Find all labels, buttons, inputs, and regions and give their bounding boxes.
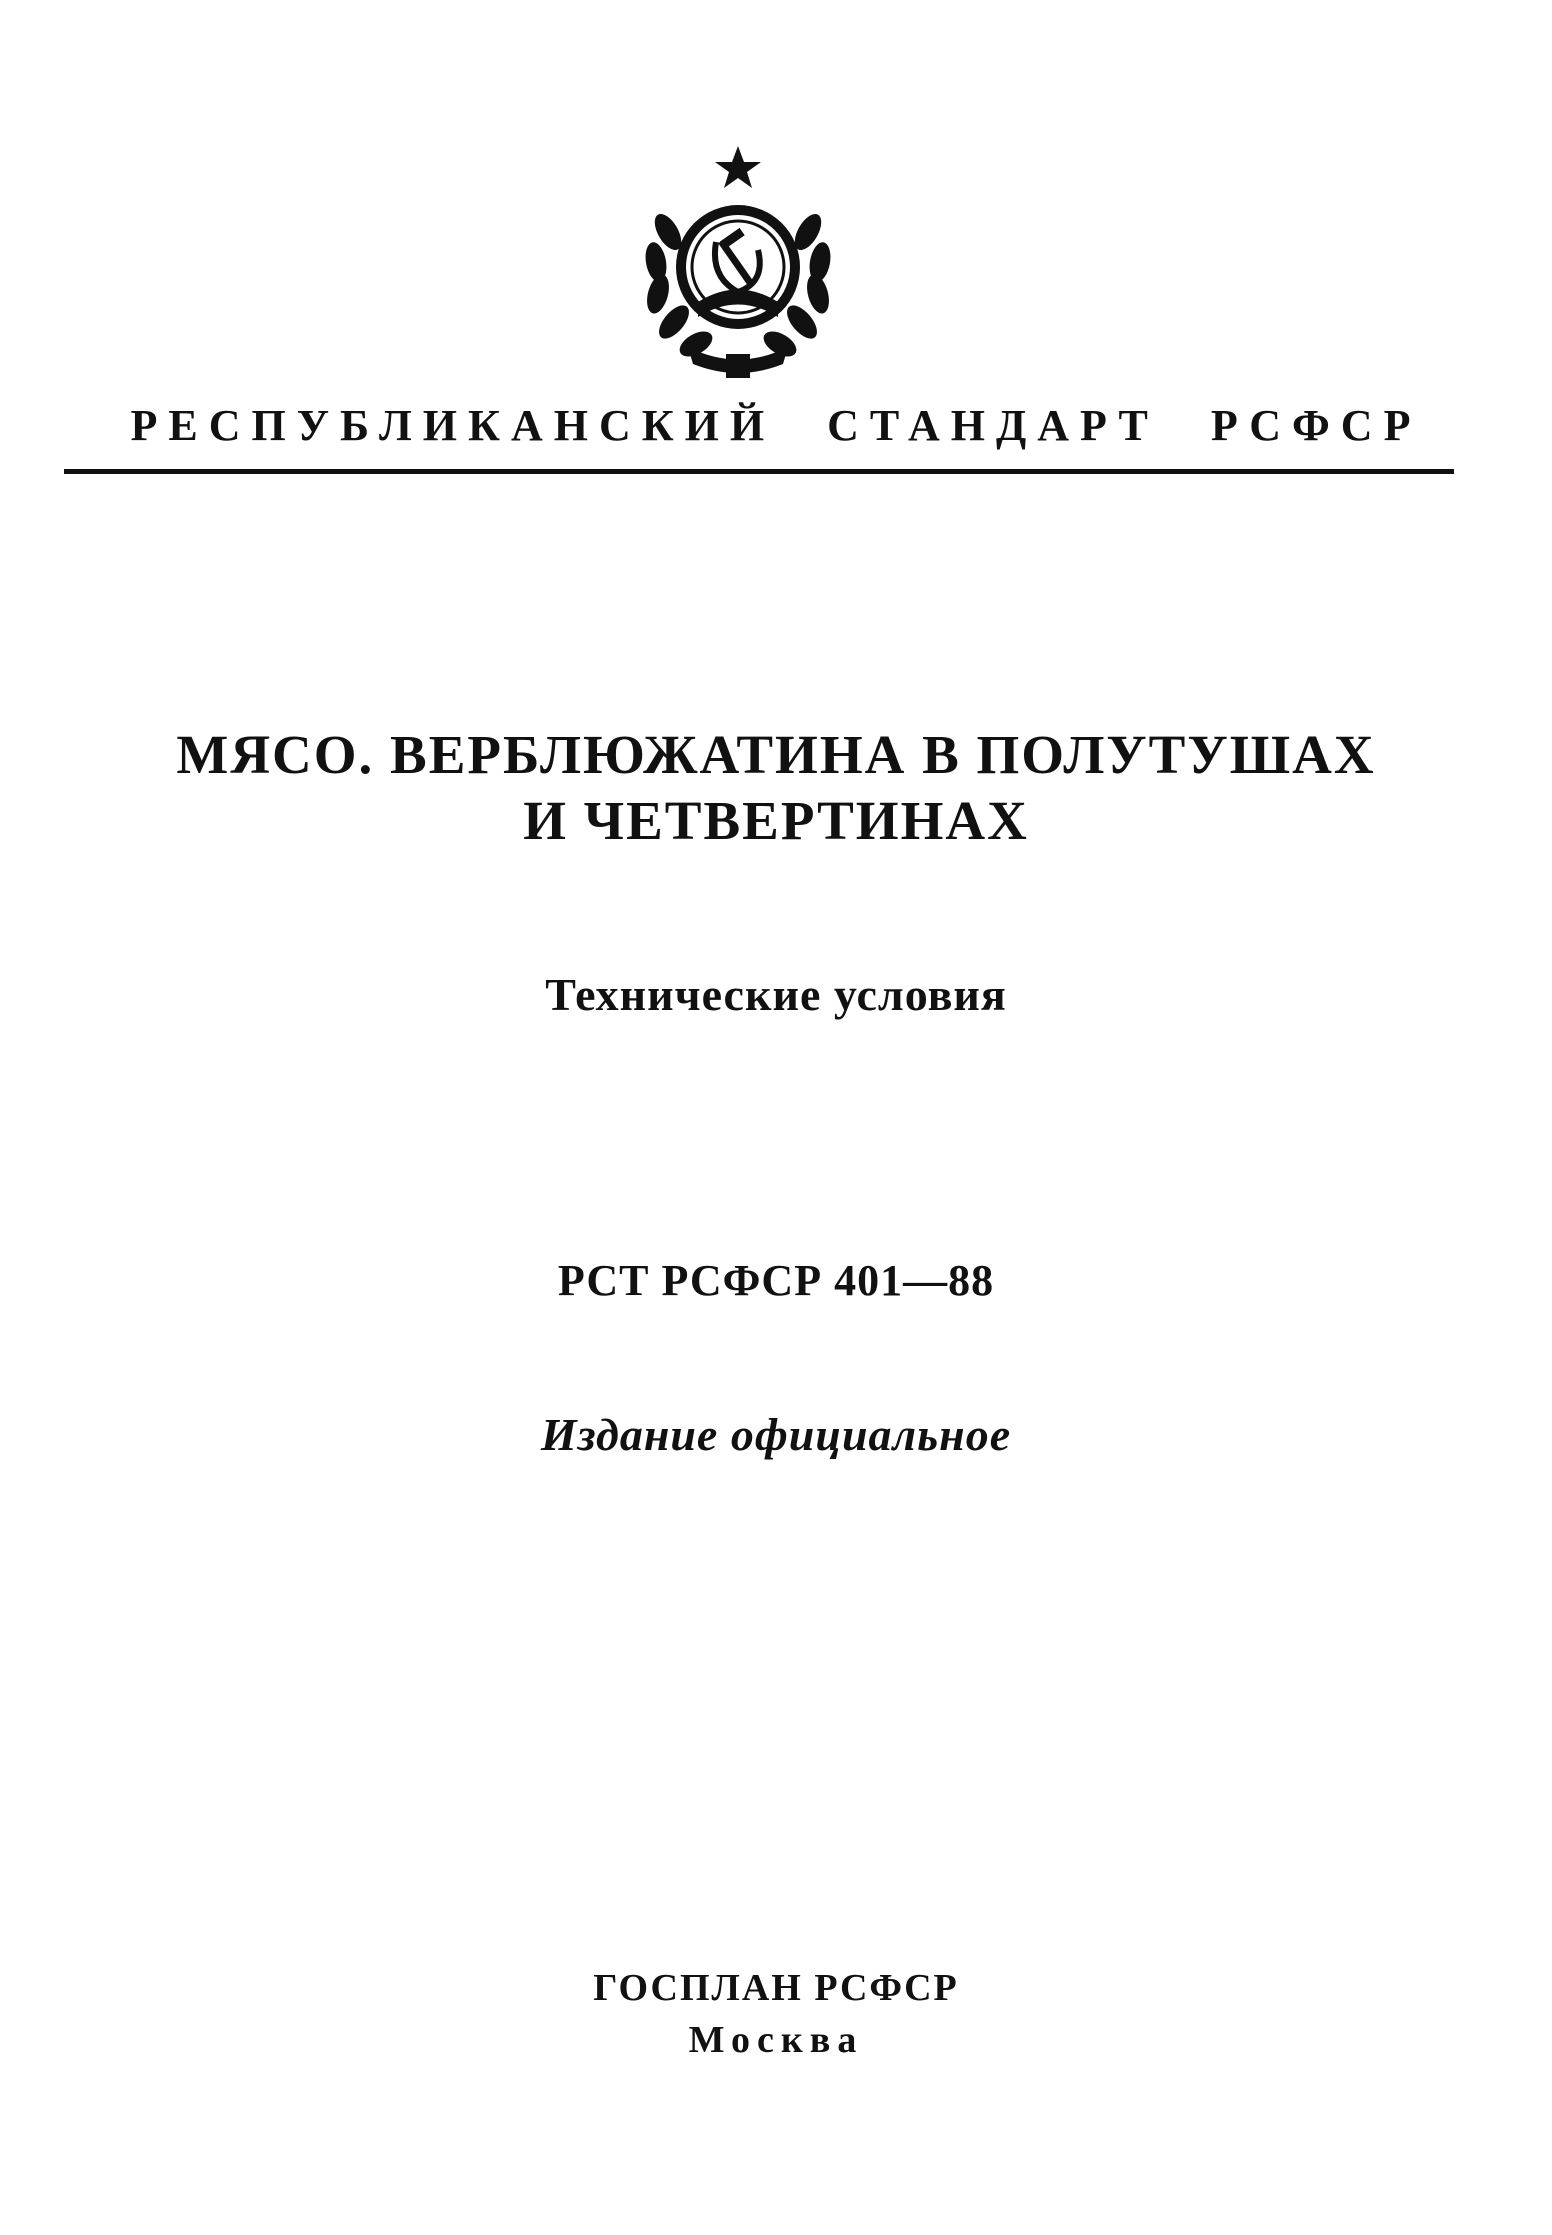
header-word-rsfsr: РСФСР xyxy=(1210,401,1422,450)
header-word-standard: СТАНДАРТ xyxy=(827,401,1159,450)
standard-header xyxy=(0,400,1552,451)
document-title xyxy=(0,722,1552,854)
title-line-1: МЯСО. ВЕРБЛЮЖАТИНА В ПОЛУТУШАХ xyxy=(176,724,1376,785)
header-word-republican: РЕСПУБЛИКАНСКИЙ xyxy=(130,401,776,450)
header-rule xyxy=(64,469,1454,474)
title-line-2: И ЧЕТВЕРТИНАХ xyxy=(523,790,1029,851)
document-subtitle: Технические условия xyxy=(545,969,1007,1020)
publisher-block xyxy=(0,1962,1552,2066)
publisher-name: ГОСПЛАН РСФСР xyxy=(593,1967,959,2009)
rsfsr-emblem-icon xyxy=(628,142,848,382)
edition-note: Издание официальное xyxy=(540,1409,1012,1460)
standard-code: РСТ РСФСР 401—88 xyxy=(557,1256,995,1305)
publisher-city: Москва xyxy=(688,2019,864,2061)
